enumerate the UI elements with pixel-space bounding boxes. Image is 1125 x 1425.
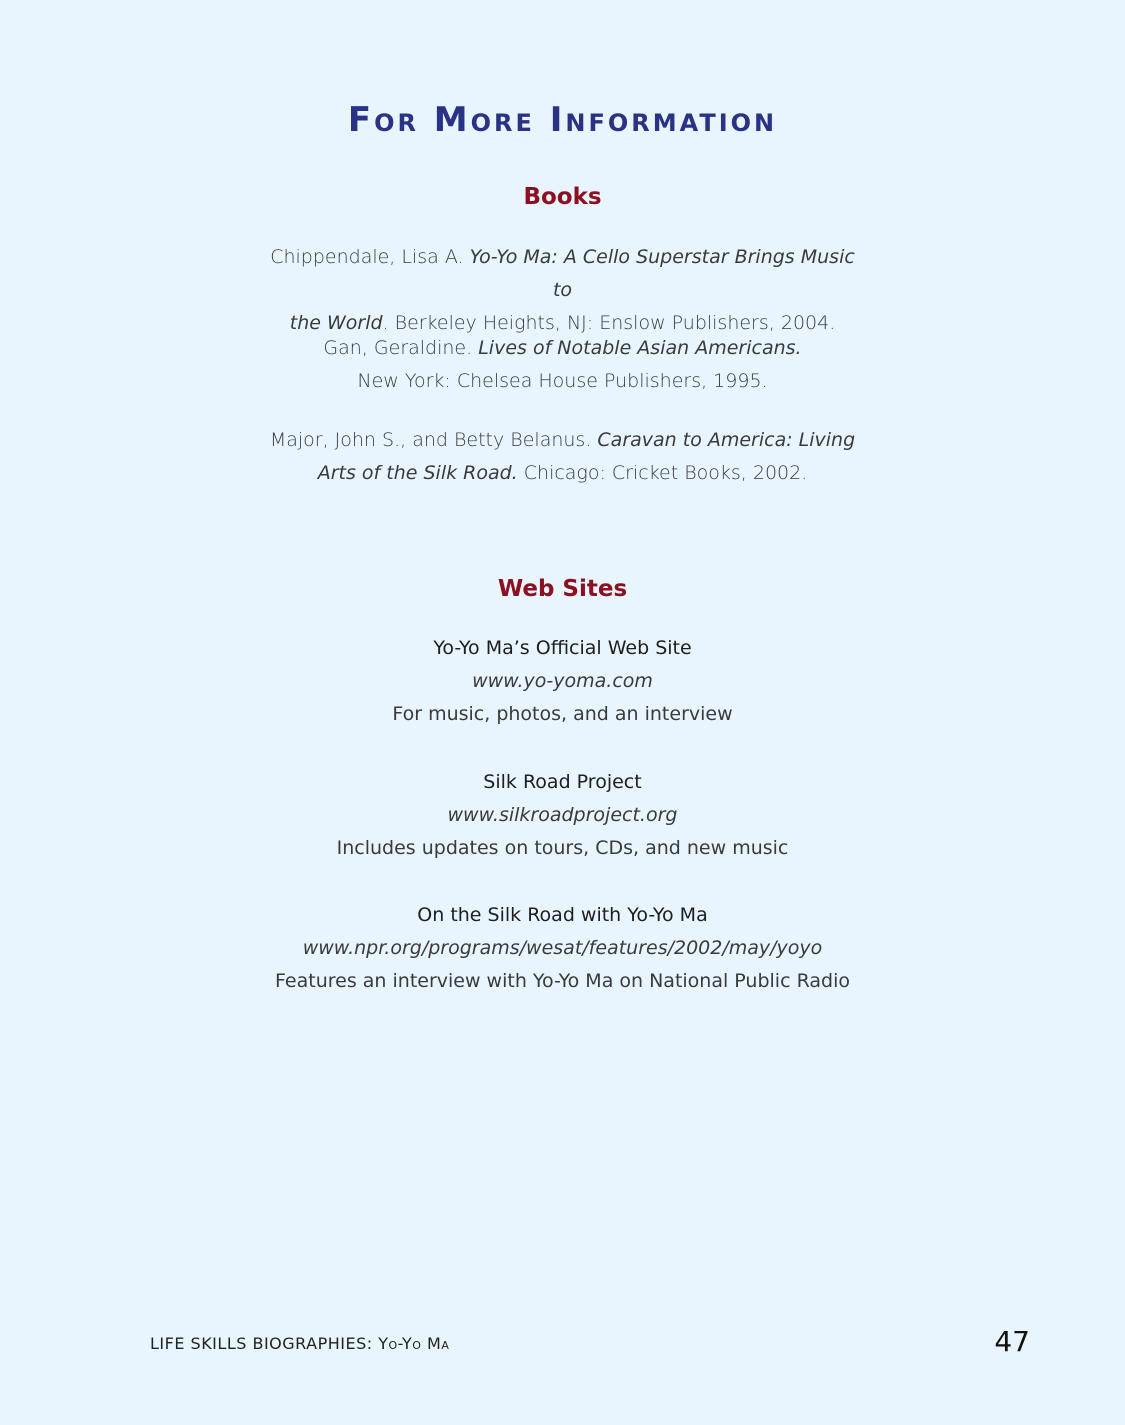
website-description: For music, photos, and an interview <box>392 703 733 725</box>
websites-heading: Web Sites <box>497 576 628 602</box>
page-title: For More Information <box>347 100 778 140</box>
book-publication: New York: Chelsea House Publishers, 1995. <box>357 370 768 392</box>
footer-series-label: LIFE SKILLS BIOGRAPHIES: <box>150 1334 379 1353</box>
books-heading: Books <box>523 184 602 210</box>
book-author: Gan, Geraldine. <box>323 337 479 359</box>
website-url: www.npr.org/programs/wesat/features/2002/may/yoyo <box>302 937 823 959</box>
website-description: Features an interview with Yo-Yo Ma on National Public Radio <box>275 970 850 992</box>
book-publication: . Berkeley Heights, NJ: Enslow Publishers, 2004. <box>382 312 836 334</box>
footer-subject: Yo-Yo Ma <box>378 1334 450 1353</box>
book-citation <box>262 332 863 398</box>
website-entry <box>0 632 1125 731</box>
book-citation <box>262 424 863 490</box>
book-citation <box>262 241 863 340</box>
website-url: www.yo-yoma.com <box>472 670 653 692</box>
website-entry <box>0 899 1125 998</box>
book-title: Caravan to America: Living <box>597 429 856 451</box>
book-title-continued: Arts of the Silk Road. <box>317 462 518 484</box>
book-title: Lives of Notable Asian Americans. <box>478 337 802 359</box>
website-url: www.silkroadproject.org <box>447 804 678 826</box>
book-publication: Chicago: Cricket Books, 2002. <box>517 462 808 484</box>
footer-series-title <box>150 1332 449 1356</box>
page-number: 47 <box>994 1325 1030 1358</box>
book-author: Chippendale, Lisa A. <box>270 246 470 268</box>
book-title: Yo-Yo Ma: A Cello Superstar Brings Music to <box>469 246 855 301</box>
website-name: Yo-Yo Ma’s Official Web Site <box>433 637 692 659</box>
book-title-continued: the World <box>289 312 383 334</box>
website-entry <box>0 766 1125 865</box>
book-author: Major, John S., and Betty Belanus. <box>269 429 598 451</box>
website-name: Silk Road Project <box>483 771 642 793</box>
website-name: On the Silk Road with Yo-Yo Ma <box>417 904 708 926</box>
website-description: Includes updates on tours, CDs, and new music <box>336 837 789 859</box>
